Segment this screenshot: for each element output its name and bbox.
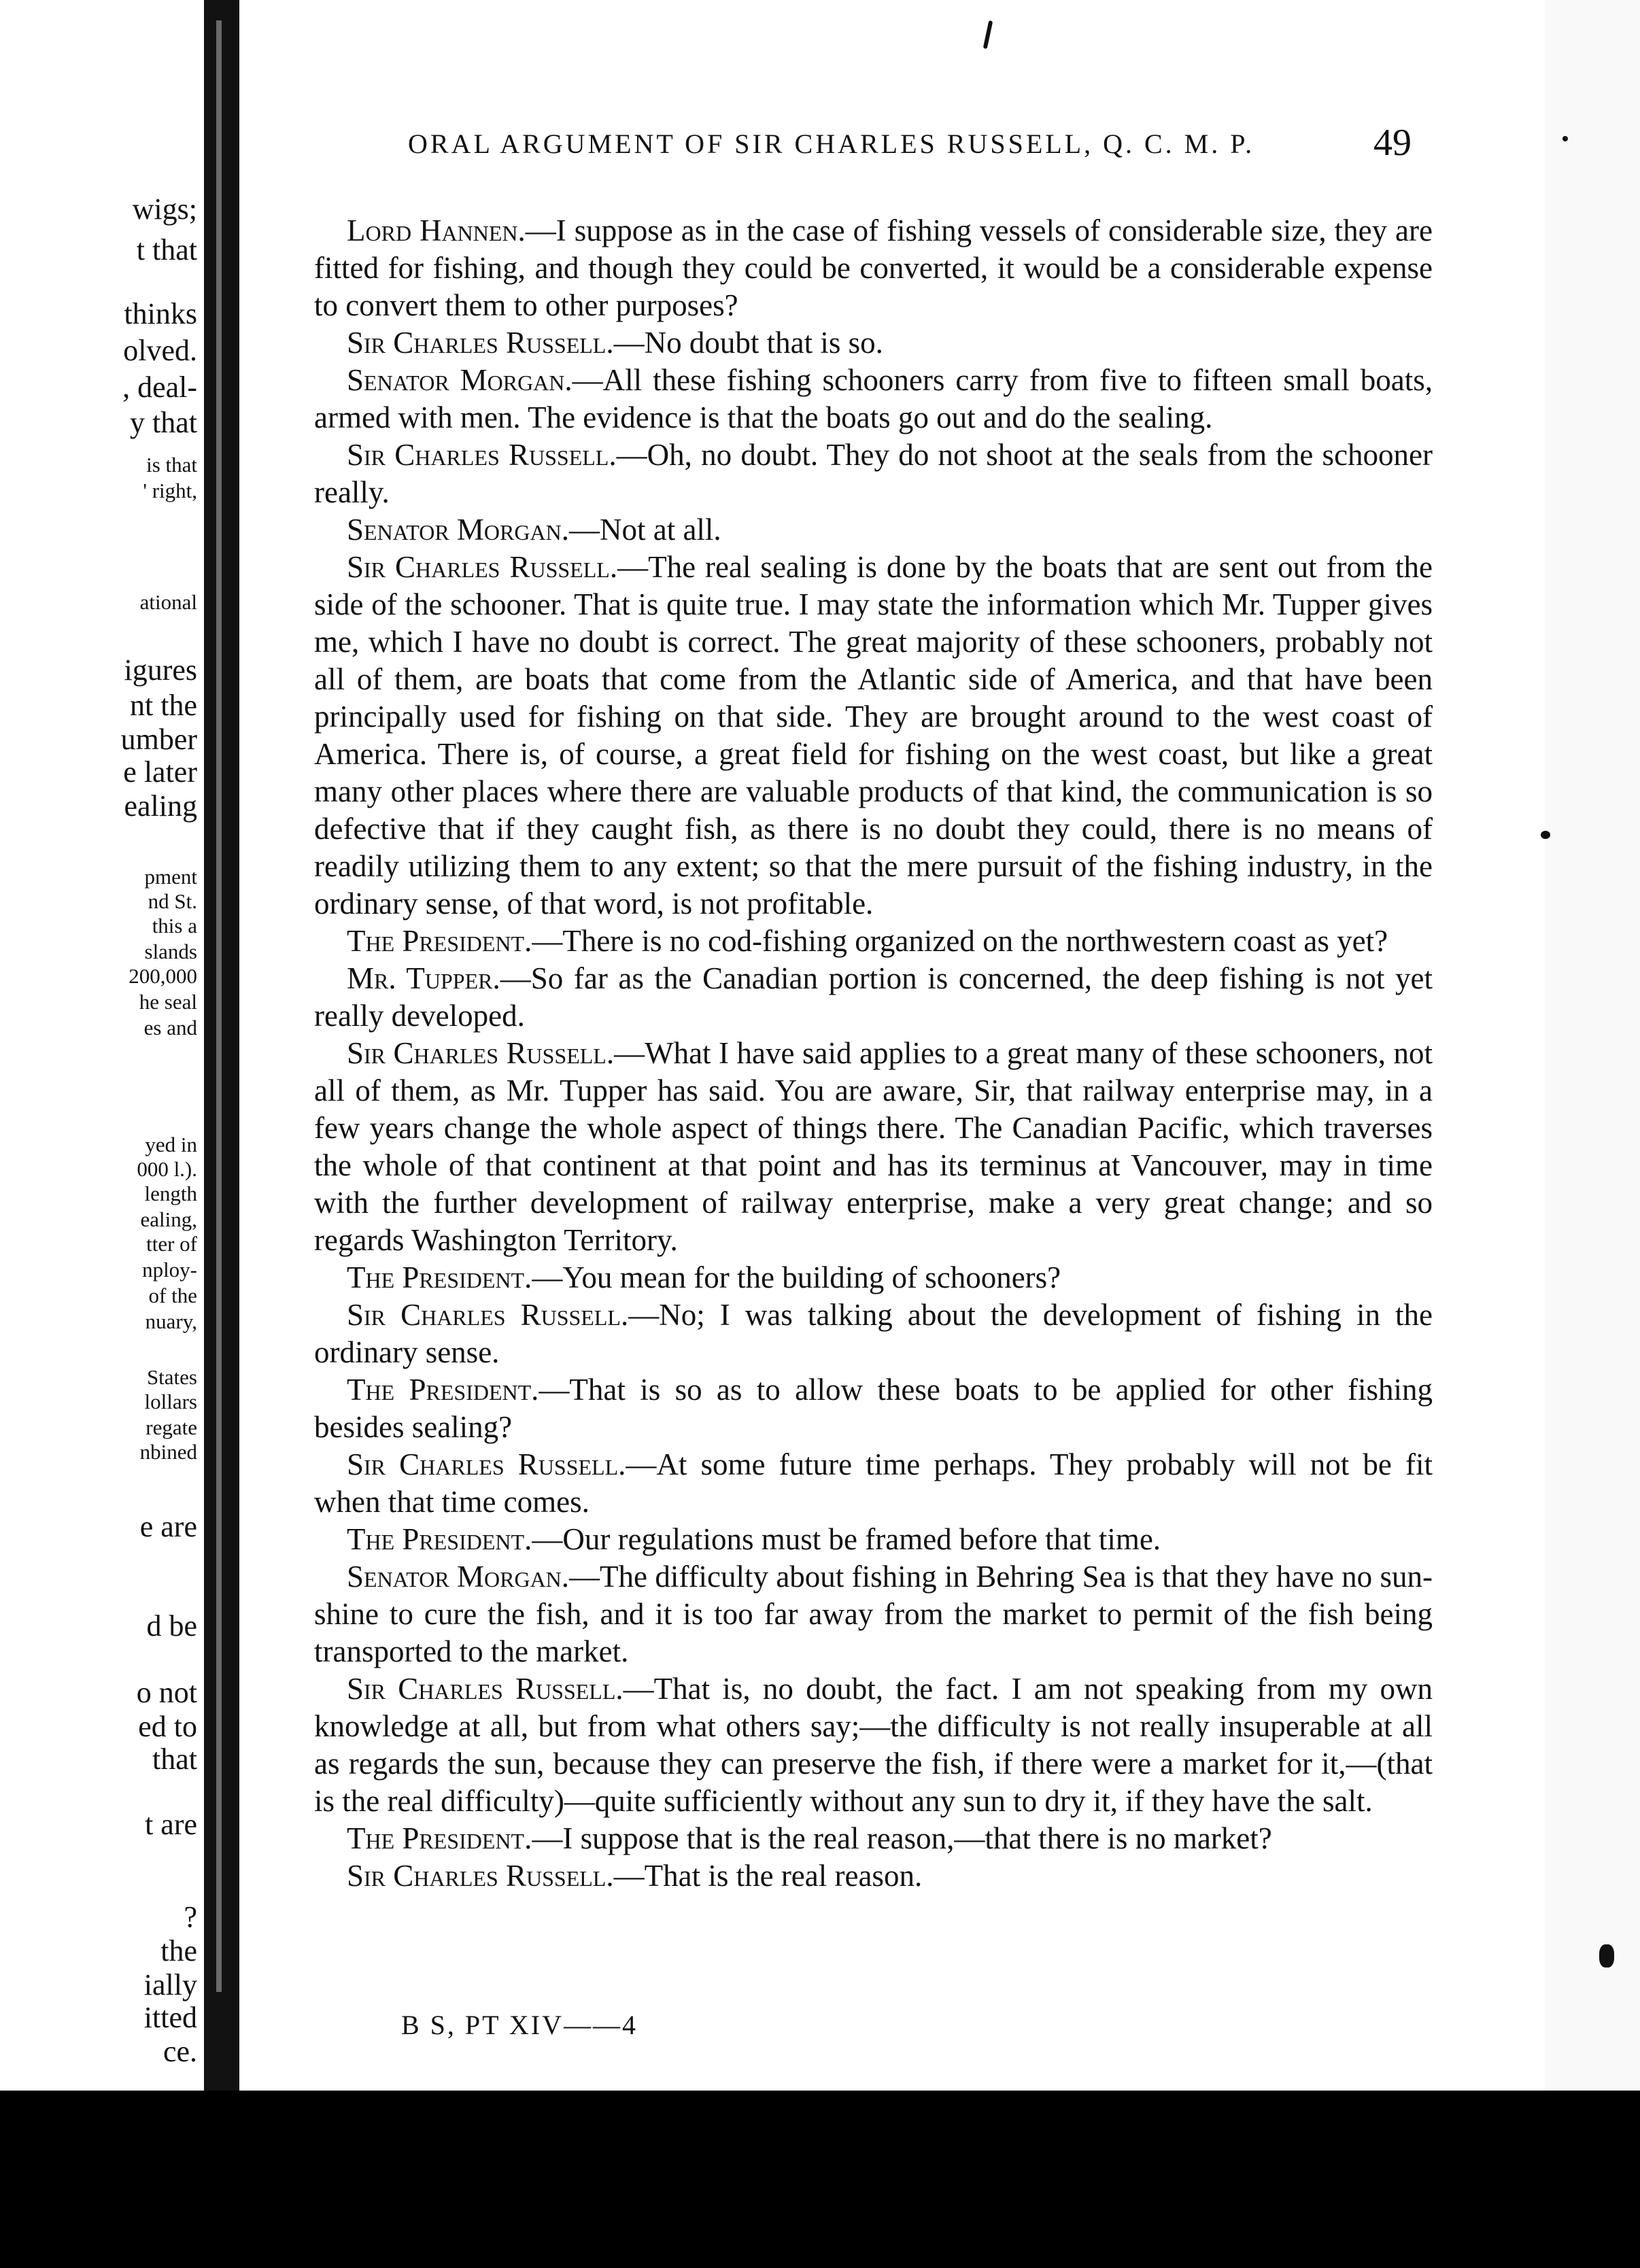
left-page-text-fragment: 200,000 [129,964,197,988]
speech-text: —Not at all. [568,513,721,547]
left-page-text-fragment: nd St. [148,889,197,913]
speaker-name: Sir Charles Russell. [347,1447,626,1481]
left-page-text-fragment: ealing, [140,1207,197,1231]
left-page-text-fragment: itted [143,2001,197,2034]
left-page-text-fragment: umber [120,723,197,756]
left-page-text-fragment: ed to [138,1710,197,1743]
speaker-name: Sir Charles Russell. [347,326,614,360]
speaker-name: Sir Charles Russell. [347,1672,623,1706]
speaker-name: Senator Morgan. [347,363,573,397]
left-page-text-fragment: olved. [123,334,197,367]
speaker-name: The President. [347,1260,532,1294]
speaker-name: Sir Charles Russell. [347,1298,629,1332]
speaker-name: Sir Charles Russell. [347,1859,614,1893]
dialogue-paragraph [314,1259,1433,1296]
left-page-text-fragment: of the [148,1284,197,1307]
left-page-text-fragment: ially [143,1968,197,2001]
speech-text: —That is so as to allow these boats to be applied for other fishing besides sealing? [314,1373,1433,1444]
left-page-fragment [0,0,204,2268]
speaker-name: The President. [347,1373,539,1407]
speech-text: —That is, no doubt, the fact. I am not speaking from my own knowledge at all, but from what others say;—the difficulty is not really insuperable at all as regards the sun, because they can preserve the fish, if there were a market for it,—(that is the real difficulty)—quite sufficiently without any sun to dry it, if they have the salt. [314,1672,1433,1818]
speaker-name: Senator Morgan. [347,513,569,547]
left-page-text-fragment: y that [130,406,197,439]
speck-mark [1541,831,1550,839]
left-page-text-fragment: ealing [124,789,197,823]
speck-mark [1599,1944,1614,1968]
left-page-text-fragment: nbined [139,1440,197,1464]
speech-text: —All these fishing schooners carry from five to fifteen small boats, armed with men. The evidence is that the boats go out and do the sealing. [314,363,1433,434]
left-page-text-fragment: that [152,1742,197,1776]
dialogue-paragraph [314,1558,1433,1670]
left-page-text-fragment: ce. [163,2035,197,2068]
left-page-text-fragment: regate [146,1415,197,1439]
speech-text: —No; I was talking about the development of fishing in the ordinary sense. [314,1298,1433,1369]
speaker-name: Sir Charles Russell. [347,1036,615,1070]
left-page-text-fragment: nt the [130,689,197,722]
speck-mark [1562,136,1568,141]
dialogue-paragraph [314,1035,1433,1259]
dialogue-paragraph [314,1521,1433,1558]
left-page-text-fragment: o not [136,1676,197,1709]
speech-text: —There is no cod-fishing organized on the northwestern coast as yet? [532,924,1388,958]
left-page-text-fragment: t that [136,233,197,267]
left-page-text-fragment: wigs; [132,192,197,226]
dialogue-paragraph [314,362,1433,436]
left-page-text-fragment: this a [152,914,197,938]
speech-text: —What I have said applies to a great many of these schooners, not all of them, as Mr. Tupper has said. You are aware, Sir, that railway enterprise may, in a few years change the whole aspect of things there. The Canadian Pacific, which traverses the whole of that continent at that point and has its terminus at Vancouver, may in time with the further development of railway enterprise, make a very great change; and so regards Washington Territory. [314,1036,1433,1257]
speech-text: —Oh, no doubt. They do not shoot at the seals from the schooner really. [314,438,1433,509]
speech-text: —So far as the Canadian portion is concerned, the deep fishing is not yet really developed. [314,961,1433,1033]
dialogue-paragraph [314,1857,1433,1895]
left-page-text-fragment: yed in [145,1133,197,1156]
speech-text: —You mean for the building of schooners? [532,1260,1061,1294]
dialogue-paragraph [314,1670,1433,1820]
page-number: 49 [1373,122,1412,164]
left-page-text-fragment: the [160,1934,197,1968]
speech-text: —Our regulations must be framed before that time. [532,1522,1161,1556]
speech-text: —I suppose as in the case of fishing vessels of considerable size, they are fitted for fishing, and though they could be converted, it would be a considerable expense to convert them to other purposes? [314,213,1433,322]
speaker-name: Mr. Tupper. [347,961,500,995]
body-text [314,212,1433,1895]
dialogue-paragraph [314,212,1433,324]
left-page-text-fragment: nuary, [145,1309,197,1333]
left-page-text-fragment: ? [184,1900,197,1934]
left-page-text-fragment: es and [143,1016,197,1040]
left-page-text-fragment: is that [146,453,197,477]
speech-text: —No doubt that is so. [613,326,883,360]
dialogue-paragraph [314,1296,1433,1371]
signature-mark: B S, PT XIV——4 [401,2010,638,2040]
dialogue-paragraph [314,960,1433,1035]
speaker-name: Sir Charles Russell. [347,438,617,472]
left-page-text-fragment: States [146,1365,197,1389]
scan-border [0,2091,1640,2268]
left-page-text-fragment: , deal- [122,371,197,404]
left-page-text-fragment: thinks [124,297,197,330]
book-gutter [204,0,239,2268]
speaker-name: Sir Charles Russell. [347,550,618,584]
dialogue-paragraph [314,1446,1433,1521]
left-page-text-fragment: he seal [139,990,197,1014]
left-page-text-fragment: lollars [144,1390,197,1413]
speaker-name: Lord Hannen. [347,213,526,247]
left-page-text-fragment: ational [139,590,197,614]
speaker-name: The President. [347,1522,532,1556]
left-page-text-fragment: igures [124,653,197,687]
left-page-text-fragment: tter of [146,1232,197,1256]
running-header: ORAL ARGUMENT OF SIR CHARLES RUSSELL, Q. C. M. P. [408,128,1255,159]
speaker-name: The President. [347,1821,532,1855]
speaker-name: Senator Morgan. [347,1560,570,1594]
left-page-text-fragment: pment [144,865,197,889]
dialogue-paragraph [314,436,1433,511]
speech-text: —The difficulty about fishing in Behring Sea is that they have no sun-shine to cure the fish, and it is too far away from the market to permit of the fish being transported to the market. [314,1560,1433,1668]
left-page-text-fragment: ' right, [143,479,197,502]
left-page-text-fragment: d be [146,1609,197,1643]
speech-text: —At some future time perhaps. They probably will not be fit when that time comes. [314,1447,1433,1519]
dialogue-paragraph [314,1371,1433,1446]
page-edge [1545,0,1640,2268]
speaker-name: The President. [347,924,532,958]
dialogue-paragraph [314,549,1433,923]
speech-text: —I suppose that is the real reason,—that there is no market? [532,1821,1272,1855]
left-page-text-fragment: 000 l.). [137,1157,197,1181]
speech-text: —That is the real reason. [613,1859,923,1893]
dialogue-paragraph [314,1820,1433,1857]
dialogue-paragraph [314,324,1433,362]
left-page-text-fragment: nploy- [142,1258,197,1282]
gutter-edge [216,20,222,1992]
left-page-text-fragment: t are [145,1808,197,1841]
speck-mark [983,20,993,49]
right-page [239,0,1545,2268]
left-page-text-fragment: length [144,1182,197,1205]
left-page-text-fragment: e later [123,755,197,789]
speech-text: —The real sealing is done by the boats that are sent out from the side of the schooner. That is quite true. I may state the information which Mr. Tupper gives me, which I have no doubt is correct. The great majority of these schooners, probably not all of them, are boats that come from the Atlantic side of America, and that have been principally used for fishing on that side. They are brought around to the west coast of America. There is, of course, a great field for fishing on the west coast, but like a great many other places where there are valuable products of that kind, the communication is so defective that if they caught fish, as there is no doubt they could, there is no means of readily utilizing them to any extent; so that the mere pursuit of the fishing industry, in the ordinary sense, of that word, is not profitable. [314,550,1433,921]
dialogue-paragraph [314,511,1433,549]
left-page-text-fragment: slands [144,940,197,963]
dialogue-paragraph [314,923,1433,960]
left-page-text-fragment: e are [139,1510,197,1543]
